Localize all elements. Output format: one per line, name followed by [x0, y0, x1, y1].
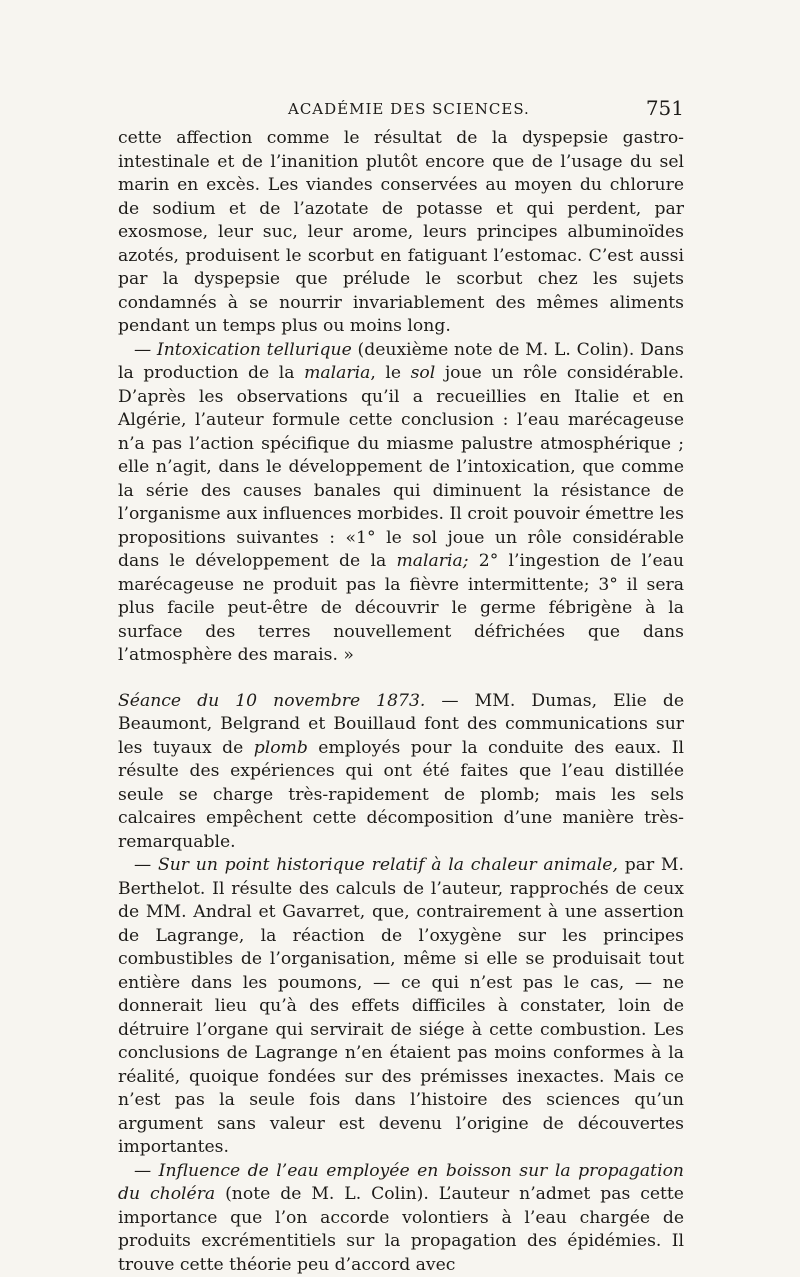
paragraph-4 [118, 854, 684, 1160]
paragraph-3-text-a: — MM. Dumas, Elie de Beaumont, Belgrand et Bouillaud font des communications sur les tuyaux de [118, 691, 684, 758]
heading-intoxication: — Intoxication tellurique [134, 340, 352, 360]
main-text [118, 127, 684, 1277]
heading-chaleur: — Sur un point historique relatif à la chaleur animale, [134, 855, 618, 875]
running-head: ACADÉMIE DES SCIENCES. [288, 100, 530, 118]
session-date: Séance du 10 novembre 1873. [118, 691, 425, 711]
page-header [118, 98, 684, 130]
paragraph-2-text-a: (deuxième note de M. L. Colin). Dans la production de la [118, 340, 684, 384]
italic-plomb: plomb [254, 738, 308, 758]
paragraph-5 [118, 1160, 684, 1277]
paragraph-2 [118, 339, 684, 668]
paragraph-3-text-b: employés pour la conduite des eaux. Il résulte des expériences qui ont été faites que l’eau distillée seule se charge très-rapidement de plomb; mais les sels calcaires empêchent cette décomposition d’une manière très-remarquable. [118, 738, 684, 852]
italic-sol: sol [411, 363, 436, 383]
paragraph-2-text-c: joue un rôle considérable. D’après les observations qu’il a recueillies en Italie et en Algérie, l’auteur formule cette conclusion : l’eau marécageuse n’a pas l’action spécifique du miasme palustre atmosphérique ; elle n’agit, dans le développement de l’intoxication, que comme la série des causes banales qui diminuent la résistance de l’organisme aux influences morbides. Il croit pouvoir émettre les propositions suivantes : «1° le sol joue un rôle considérable dans le développement de la [118, 363, 684, 571]
paragraph-1: cette affection comme le résultat de la dyspepsie gastro-intestinale et de l’inanition plutôt encore que de l’usage du sel marin en excès. Les viandes conservées au moyen du chlorure de sodium et de l’azotate de potasse et qui perdent, par exosmose, leur suc, leur arome, leurs principes albuminoïdes azotés, produisent le scorbut en fatiguant l’estomac. C’est aussi par la dyspepsie que prélude le scorbut chez les sujets condamnés à se nourrir invariablement des mêmes aliments pendant un temps plus ou moins long. [118, 127, 684, 339]
heading-cholera: — Influence de l’eau employée en boisson sur la propagation du choléra [118, 1161, 684, 1205]
section-gap [118, 668, 684, 690]
paragraph-2-text-d: 2° l’ingestion de l’eau marécageuse ne produit pas la fièvre intermittente; 3° il sera plus facile peut-être de découvrir le germe fébrigène à la surface des terres nouvellement défrichées que dans l’atmosphère des marais. » [118, 551, 684, 665]
paragraph-4-text: par M. Berthelot. Il résulte des calculs de l’auteur, rapprochés de ceux de MM. Andral et Gavarret, que, contrairement à une assertion de Lagrange, la réaction de l’oxygène sur les principes combustibles de l’organisation, même si elle se produisait tout entière dans les poumons, — ce qui n’est pas le cas, — ne donnerait lieu qu’à des effets difficiles à constater, loin de détruire l’organe qui servirait de siége à cette combustion. Les conclusions de Lagrange n’en étaient pas moins conformes à la réalité, quoique fondées sur des prémisses inexactes. Mais ce n’est pas la seule fois dans l’histoire des sciences qu’un argument sans valeur est devenu l’origine de découvertes importantes. [118, 855, 684, 1157]
paragraph-5-text: (note de M. L. Colin). L’auteur n’admet pas cette importance que l’on accorde volontiers à l’eau chargée de produits excrémentitiels sur la propagation des épidémies. Il trouve cette théorie peu d’accord avec [118, 1184, 684, 1275]
italic-malaria: malaria [304, 363, 370, 383]
paragraph-3 [118, 690, 684, 855]
paragraph-2-text-b: , le [370, 363, 410, 383]
italic-malaria-2: malaria; [396, 551, 468, 571]
page-number: 751 [646, 96, 684, 120]
